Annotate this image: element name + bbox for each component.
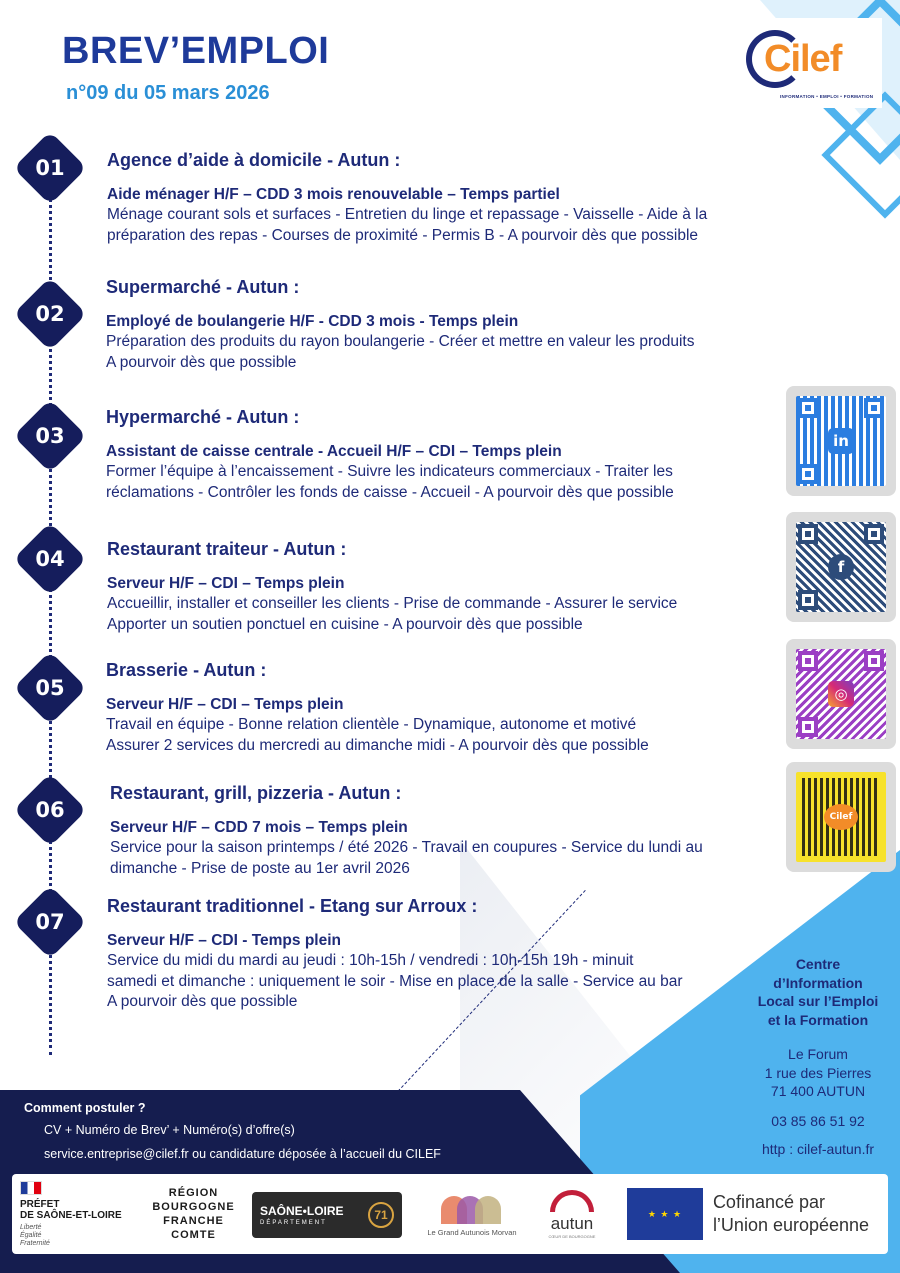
linkedin-qr-code[interactable] (786, 386, 896, 496)
offer-number-badge: 04 (13, 522, 87, 596)
offer-company: Supermarché - Autun : (106, 277, 300, 297)
offer-company: Brasserie - Autun : (106, 660, 267, 680)
region-logo: RÉGION BOURGOGNE FRANCHE COMTE (152, 1187, 235, 1241)
grand-autunois-logo: Le Grand Autunois Morvan (412, 1174, 532, 1254)
offer-number-badge: 05 (13, 651, 87, 725)
offer-description-line: Travail en équipe - Bonne relation clientèle - Dynamique, autonome et motivé (106, 716, 637, 733)
job-offer (106, 277, 756, 373)
offer-description-line: Service pour la saison printemps / été 2026 - Travail en coupures - Service du lundi au (110, 839, 703, 856)
offer-position: Serveur H/F – CDI – Temps plein (107, 575, 345, 592)
facebook-icon: f (828, 554, 854, 580)
offer-company: Restaurant traditionnel - Etang sur Arroux : (107, 896, 478, 916)
offer-position: Employé de boulangerie H/F - CDD 3 mois - Temps plein (106, 313, 519, 330)
cilef-icon: Cilef (824, 804, 858, 830)
offer-number-badge: 02 (13, 277, 87, 351)
page-title: BREV’EMPLOI (62, 30, 330, 72)
offer-description-line: Former l’équipe à l’encaissement - Suivre les indicateurs commerciaux - Traiter les (106, 463, 673, 480)
instagram-icon: ◎ (828, 681, 854, 707)
apply-email[interactable]: service.entreprise@cilef.fr ou candidature déposée à l’accueil du CILEF (44, 1147, 441, 1161)
departement-logo: SAÔNE•LOIRE DÉPARTEMENT 71 (252, 1192, 402, 1238)
offer-description-line: A pourvoir dès que possible (106, 353, 297, 371)
linkedin-icon: in (828, 428, 854, 454)
apply-instructions: CV + Numéro de Brev’ + Numéro(s) d’offre(s) (44, 1123, 295, 1137)
offer-company: Hypermarché - Autun : (106, 407, 300, 427)
offer-description-line: Ménage courant sols et surfaces - Entretien du linge et repassage - Vaisselle - Aide à la (107, 206, 708, 223)
organization-name: Centre d’Information Local sur l’Emploi et la Formation (757, 956, 879, 1028)
job-offer (106, 660, 756, 756)
autun-arc-icon (550, 1190, 594, 1212)
offer-description-line: dimanche - Prise de poste au 1er avril 2026 (110, 859, 410, 877)
eu-cofunding-logo: ★ ★ ★ Cofinancé par l’Union européenne (616, 1174, 880, 1254)
job-offer (107, 539, 757, 635)
contact-block (748, 955, 888, 1157)
offer-company: Restaurant, grill, pizzeria - Autun : (110, 783, 402, 803)
job-offer (110, 783, 760, 879)
website-link[interactable]: http : cilef-autun.fr (761, 1140, 875, 1157)
autun-logo: autun CŒUR DE BOURGOGNE (542, 1174, 602, 1254)
job-offer (107, 896, 757, 1013)
partner-logos (12, 1174, 888, 1254)
job-offer (106, 407, 756, 503)
phone-number[interactable]: 03 85 86 51 92 (771, 1112, 865, 1129)
offer-description-line: Apporter un soutien ponctuel en cuisine - A pourvoir dès que possible (107, 615, 583, 633)
apply-title: Comment postuler ? (24, 1101, 146, 1115)
offer-position: Assistant de caisse centrale - Accueil H/F – CDI – Temps plein (106, 443, 562, 460)
prefet-logo: PRÉFET DE SAÔNE-ET-LOIRE Liberté Égalité Fraternité (20, 1174, 140, 1254)
offer-company: Restaurant traiteur - Autun : (107, 539, 347, 559)
offer-number-badge: 03 (13, 399, 87, 473)
offer-description-line: samedi et dimanche : uniquement le soir - Mise en place de la salle - Service au bar (107, 972, 683, 990)
offer-description-line: réclamations - Contrôler les fonds de caisse - Accueil - A pourvoir dès que possible (106, 483, 674, 501)
cilef-logo (732, 18, 882, 108)
eu-flag-icon: ★ ★ ★ (627, 1188, 703, 1240)
offer-position: Aide ménager H/F – CDD 3 mois renouvelable – Temps partiel (107, 186, 560, 203)
offer-number-badge: 07 (13, 885, 87, 959)
logo-word: Cilef (764, 38, 842, 80)
offer-position: Serveur H/F – CDI – Temps plein (106, 696, 344, 713)
offer-description-line: Préparation des produits du rayon boulangerie - Créer et mettre en valeur les produits (106, 333, 695, 350)
offer-company: Agence d’aide à domicile - Autun : (107, 150, 401, 170)
issue-subtitle: n°09 du 05 mars 2026 (66, 82, 270, 104)
offer-description-line: Accueillir, installer et conseiller les clients - Prise de commande - Assurer le service (107, 595, 678, 612)
offer-number-badge: 01 (13, 131, 87, 205)
snapchat-qr-code[interactable] (786, 762, 896, 872)
job-offer (107, 150, 757, 246)
instagram-qr-code[interactable] (786, 639, 896, 749)
french-flag-icon (20, 1181, 42, 1195)
offer-description-line: A pourvoir dès que possible (107, 993, 298, 1010)
offer-number-badge: 06 (13, 773, 87, 847)
facebook-qr-code[interactable] (786, 512, 896, 622)
offer-description-line: Service du midi du mardi au jeudi : 10h-15h / vendredi : 10h-15h 19h - minuit (107, 952, 634, 969)
offer-description-line: Assurer 2 services du mercredi au dimanche midi - A pourvoir dès que possible (106, 736, 649, 754)
logo-tagline: INFORMATION • EMPLOI • FORMATION (780, 94, 874, 99)
address: Le Forum 1 rue des Pierres 71 400 AUTUN (764, 1046, 872, 1099)
offer-description-line: préparation des repas - Courses de proximité - Permis B - A pourvoir dès que possible (107, 226, 699, 244)
departement-71-icon: 71 (368, 1202, 394, 1228)
offer-position: Serveur H/F – CDD 7 mois – Temps plein (110, 819, 408, 836)
grand-autunois-mark-icon (437, 1192, 507, 1224)
offer-position: Serveur H/F – CDI - Temps plein (107, 932, 341, 949)
